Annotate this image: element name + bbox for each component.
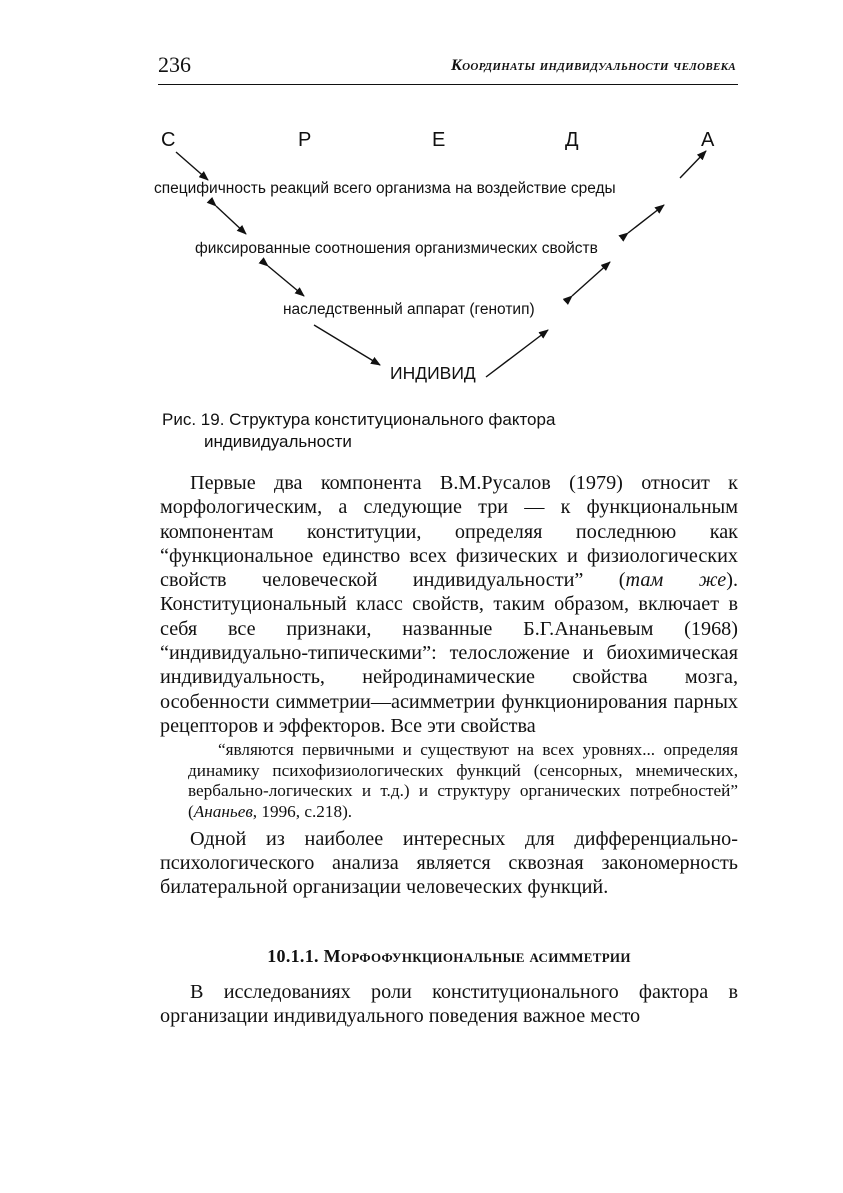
arrow-level2-level1-right xyxy=(628,205,664,233)
level1-label: специфичность реакций всего организма на воздействие среды xyxy=(154,180,616,197)
arrow-level1-to-sreda xyxy=(680,151,706,178)
paragraph-3: В исследованиях роли конституционального фактора в организации индивидуального поведения важное место xyxy=(160,980,738,1028)
caption-line-2: индивидуальности xyxy=(204,432,352,451)
quote-text: “являются первичными и существуют на всех уровнях... определяя динамику психофизиологических функций (сенсорных, мнемических, вербально-логических и т.д.) и структуру органических потребностей” ( xyxy=(188,740,738,822)
quote-author: Ананьев xyxy=(193,802,253,822)
figure-caption xyxy=(162,409,682,453)
arrow-level3-to-individ xyxy=(314,325,380,365)
constitutional-factor-figure xyxy=(0,0,843,460)
paragraph-1 xyxy=(160,471,738,738)
sreda-letter-2: Р xyxy=(298,129,312,151)
paragraph-2: Одной из наиболее интересных для дифференциально-психологического анализа является сквозная закономерность билатеральной организации человеческих функций. xyxy=(160,827,738,899)
arrow-level3-level2-right xyxy=(572,262,610,296)
figure-arrows xyxy=(0,0,843,460)
sreda-letter-5: А xyxy=(701,129,715,151)
block-quote xyxy=(160,740,738,822)
arrow-sreda-to-level1 xyxy=(176,152,208,180)
level2-label: фиксированные соотношения организмических свойств xyxy=(195,240,598,257)
page-number: 236 xyxy=(158,52,191,77)
arrow-level2-level3-left xyxy=(268,266,304,296)
body-text xyxy=(160,471,738,1028)
arrow-individ-to-level3 xyxy=(486,330,548,377)
quote-citation: , 1996, с.218). xyxy=(252,802,353,822)
level4-label: ИНДИВИД xyxy=(390,363,476,383)
paragraph-1-text: Первые два компонента В.М.Русалов (1979) относит к морфологическим, а следующие три — к функциональным компонентам конституции, определяя последнюю как “функциональное единство всех физических и физиологических свойств человеческой индивидуальности” ( xyxy=(160,472,738,592)
section-heading: 10.1.1. Морфофункциональные асимметрии xyxy=(267,945,631,966)
sreda-letter-4: Д xyxy=(565,129,579,151)
arrow-level1-level2-left xyxy=(216,206,246,234)
running-title: Координаты индивидуальности человека xyxy=(450,57,736,74)
sreda-letter-3: Е xyxy=(432,129,446,151)
caption-line-1: Рис. 19. Структура конституционального фактора xyxy=(162,410,556,429)
sreda-letter-1: С xyxy=(161,129,176,151)
level3-label: наследственный аппарат (генотип) xyxy=(283,301,535,318)
paragraph-1-italic: там же xyxy=(625,569,727,592)
paragraph-1-text-end: ). Конституциональный класс свойств, таким образом, включает в себя все признаки, названные Б.Г.Ананьевым (1968) “индивидуально-типическими”: телосложение и биохимическая индивидуальность, нейродинамические свойства мозга, особенности симметрии—асимметрии функционирования парных рецепторов и эффекторов. Все эти свойства xyxy=(160,569,738,737)
